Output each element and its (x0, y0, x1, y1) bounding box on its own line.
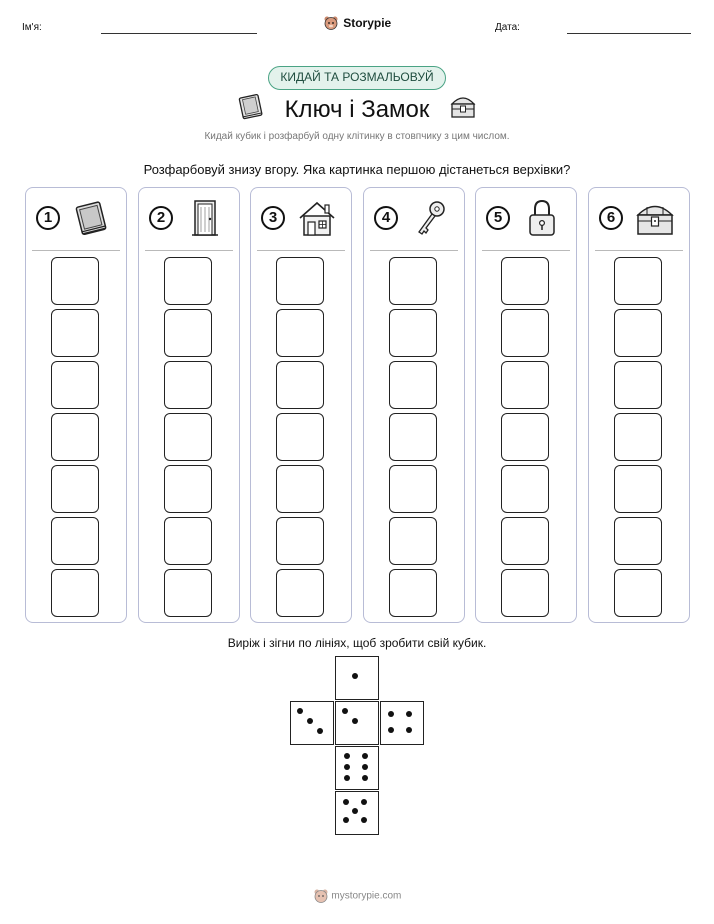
color-cell[interactable] (51, 517, 99, 565)
color-cell[interactable] (51, 361, 99, 409)
dice-face-4 (380, 701, 424, 745)
pip (388, 727, 394, 733)
pip (343, 799, 349, 805)
color-cell[interactable] (51, 257, 99, 305)
pip (352, 673, 358, 679)
color-cell[interactable] (501, 569, 549, 617)
door-icon (183, 198, 227, 238)
pip (297, 708, 303, 714)
color-cell[interactable] (164, 361, 212, 409)
color-cell[interactable] (164, 569, 212, 617)
color-cell[interactable] (614, 309, 662, 357)
column-6 (588, 187, 690, 623)
name-label: Ім'я: (22, 22, 42, 33)
treasure-chest-icon (448, 92, 478, 120)
pip (362, 753, 368, 759)
pip (361, 817, 367, 823)
color-cell[interactable] (164, 257, 212, 305)
column-number: 2 (149, 206, 173, 230)
color-cell[interactable] (51, 465, 99, 513)
instruction-text: Розфарбовуй знизу вгору. Яка картинка першою дістанеться верхівки? (143, 162, 571, 177)
column-header (139, 198, 239, 238)
column-4 (363, 187, 465, 623)
column-header (364, 198, 464, 238)
pip (406, 727, 412, 733)
color-cell[interactable] (276, 361, 324, 409)
color-cell[interactable] (501, 465, 549, 513)
color-cell[interactable] (389, 413, 437, 461)
color-cell[interactable] (276, 257, 324, 305)
column-header (589, 198, 689, 238)
cut-instruction: Виріж і зігни по лініях, щоб зробити свій кубик. (227, 636, 487, 650)
color-cell[interactable] (164, 517, 212, 565)
color-cell[interactable] (389, 361, 437, 409)
dice-face-2 (335, 701, 379, 745)
footer-site[interactable]: mystorypie.com (331, 890, 402, 902)
pip (344, 775, 350, 781)
color-cell[interactable] (501, 413, 549, 461)
column-header (476, 198, 576, 238)
color-cell[interactable] (614, 413, 662, 461)
color-cell[interactable] (389, 465, 437, 513)
date-label: Дата: (495, 22, 520, 33)
pip (342, 708, 348, 714)
column-header (251, 198, 351, 238)
color-cell[interactable] (614, 361, 662, 409)
color-cell[interactable] (614, 517, 662, 565)
house-icon (295, 198, 339, 238)
color-cell[interactable] (51, 413, 99, 461)
color-cell[interactable] (276, 569, 324, 617)
pip (344, 764, 350, 770)
color-cell[interactable] (164, 465, 212, 513)
pip (361, 799, 367, 805)
padlock-icon (520, 198, 564, 238)
column-divider (482, 250, 570, 251)
dice-face-3 (290, 701, 334, 745)
color-cell[interactable] (389, 517, 437, 565)
column-divider (257, 250, 345, 251)
color-cell[interactable] (276, 517, 324, 565)
dice-face-5 (335, 791, 379, 835)
column-divider (145, 250, 233, 251)
color-cell[interactable] (389, 309, 437, 357)
activity-badge: КИДАЙ ТА РОЗМАЛЬОВУЙ (268, 66, 446, 90)
color-cell[interactable] (51, 309, 99, 357)
column-number: 3 (261, 206, 285, 230)
color-cell[interactable] (501, 517, 549, 565)
color-cell[interactable] (276, 309, 324, 357)
color-cell[interactable] (501, 257, 549, 305)
color-cell[interactable] (276, 413, 324, 461)
brand-name: Storypie (343, 15, 392, 30)
column-divider (595, 250, 683, 251)
column-header (26, 198, 126, 238)
color-cell[interactable] (389, 257, 437, 305)
column-number: 4 (374, 206, 398, 230)
column-divider (370, 250, 458, 251)
column-3 (250, 187, 352, 623)
column-divider (32, 250, 120, 251)
key-icon (408, 198, 452, 238)
color-cell[interactable] (614, 257, 662, 305)
book-icon (70, 198, 114, 238)
column-5 (475, 187, 577, 623)
column-1 (25, 187, 127, 623)
pip (344, 753, 350, 759)
dice-face-1 (335, 656, 379, 700)
pip (317, 728, 323, 734)
column-2 (138, 187, 240, 623)
pip (362, 764, 368, 770)
color-cell[interactable] (614, 465, 662, 513)
date-line (567, 33, 691, 34)
color-cell[interactable] (164, 413, 212, 461)
subtitle: Кидай кубик і розфарбуй одну клітинку в стовпчику з цим числом. (204, 131, 510, 142)
pip (362, 775, 368, 781)
color-cell[interactable] (501, 309, 549, 357)
pip (352, 808, 358, 814)
color-cell[interactable] (51, 569, 99, 617)
color-cell[interactable] (614, 569, 662, 617)
page-title: Ключ і Замок (284, 96, 430, 123)
pip (388, 711, 394, 717)
treasure-chest-icon (633, 198, 677, 238)
column-number: 5 (486, 206, 510, 230)
column-number: 1 (36, 206, 60, 230)
bear-mascot-icon (313, 888, 329, 904)
color-cell[interactable] (501, 361, 549, 409)
color-cell[interactable] (276, 465, 324, 513)
pip (406, 711, 412, 717)
pip (352, 718, 358, 724)
bear-mascot-icon (323, 15, 339, 31)
name-line (101, 33, 257, 34)
dice-face-6 (335, 746, 379, 790)
brand-logo (0, 14, 714, 32)
pip (307, 718, 313, 724)
color-cell[interactable] (164, 309, 212, 357)
column-number: 6 (599, 206, 623, 230)
footer (0, 888, 714, 904)
color-cell[interactable] (389, 569, 437, 617)
pip (343, 817, 349, 823)
